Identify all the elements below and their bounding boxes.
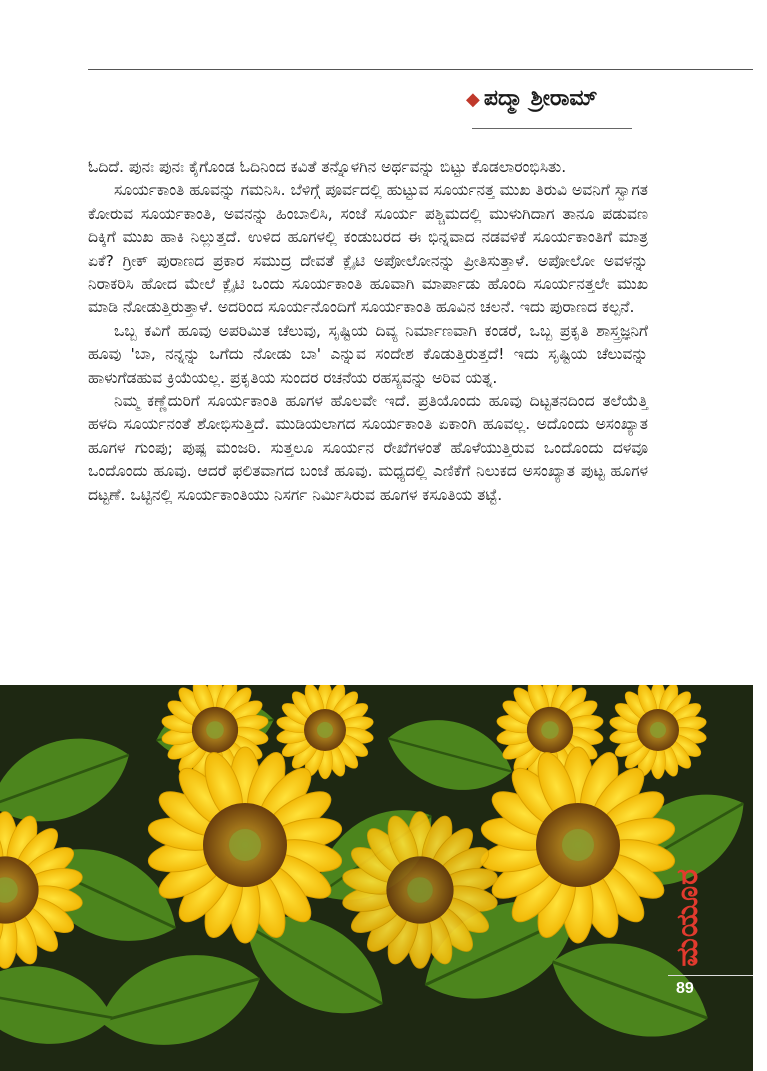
paragraph-1: ಓದಿದೆ. ಪುನಃ ಪುನಃ ಕೈಗೊಂಡ ಓದಿನಿಂದ ಕವಿತೆ ತನ್ನೊಳಗಿನ ಅರ್ಥವನ್ನು ಬಿಟ್ಟು ಕೊಡಲಾರಂಭಿಸಿತು. <box>88 158 567 176</box>
author-byline <box>466 86 636 111</box>
page-number-rule <box>668 975 753 976</box>
author-underline <box>472 128 632 129</box>
author-name: ಪದ್ಮಾ ಶ್ರೀರಾಮ್ <box>483 86 598 111</box>
sunflower-photo <box>0 685 753 1071</box>
paragraph-2: ಸೂರ್ಯಕಾಂತಿ ಹೂವನ್ನು ಗಮನಿಸಿ. ಬೆಳಿಗ್ಗೆ ಪೂರ್ವದಲ್ಲಿ ಹುಟ್ಟುವ ಸೂರ್ಯನತ್ತ ಮುಖ ತಿರುವಿ ಅವನಿಗೆ ಸ್ವಾಗತ ಕೋರುವ ಸೂರ್ಯಕಾಂತಿ, ಅವನನ್ನು ಹಿಂಬಾಲಿಸಿ, ಸಂಜೆ ಸೂರ್ಯ ಪಶ್ಚಿಮದಲ್ಲಿ ಮುಳುಗಿದಾಗ ತಾನೂ ಪಡುವಣ ದಿಕ್ಕಿಗೆ ಮುಖ ಹಾಕಿ ನಿಲ್ಲುತ್ತದೆ. ಉಳಿದ ಹೂಗಳಲ್ಲಿ ಕಂಡುಬರದ ಈ ಭಿನ್ನವಾದ ನಡವಳಿಕೆ ಸೂರ್ಯಕಾಂತಿಗೆ ಮಾತ್ರ ಏಕೆ? ಗ್ರೀಕ್ ಪುರಾಣದ ಪ್ರಕಾರ ಸಮುದ್ರ ದೇವತೆ ಕ್ಲೈಟಿ ಅಪೋಲೋನನ್ನು ಪ್ರೀತಿಸುತ್ತಾಳೆ. ಅಪೋಲೋ ಅವಳನ್ನು ನಿರಾಕರಿಸಿ ಹೋದ ಮೇಲೆ ಕ್ಲೈಟಿ ಒಂದು ಸೂರ್ಯಕಾಂತಿ ಹೂವಾಗಿ ಮಾರ್ಪಾಡು ಹೊಂದಿ ಸೂರ್ಯನತ್ತಲೇ ಮುಖ ಮಾಡಿ ನೋಡುತ್ತಿರುತ್ತಾಳೆ. ಅದರಿಂದ ಸೂರ್ಯನೊಂದಿಗೆ ಸೂರ್ಯಕಾಂತಿ ಹೂವಿನ ಚಲನೆ. ಇದು ಪುರಾಣದ ಕಲ್ಪನೆ. <box>88 181 648 317</box>
diamond-bullet-icon: ◆ <box>466 89 480 110</box>
article-body <box>88 156 648 507</box>
top-rule <box>88 69 753 70</box>
paragraph-4: ನಿಮ್ಮ ಕಣ್ಣೆದುರಿಗೆ ಸೂರ್ಯಕಾಂತಿ ಹೂಗಳ ಹೊಲವೇ ಇದೆ. ಪ್ರತಿಯೊಂದು ಹೂವು ದಿಟ್ಟತನದಿಂದ ತಲೆಯೆತ್ತಿ ಹಳದಿ ಸೂರ್ಯನಂತೆ ಶೋಭಿಸುತ್ತಿದೆ. ಮುಡಿಯಲಾಗದ ಸೂರ್ಯಕಾಂತಿ ಏಕಾಂಗಿ ಹೂವಲ್ಲ. ಅದೊಂದು ಅಸಂಖ್ಯಾತ ಹೂಗಳ ಗುಂಪು; ಪುಷ್ಪ ಮಂಜರಿ. ಸುತ್ತಲೂ ಸೂರ್ಯನ ರೇಖೆಗಳಂತೆ ಹೊಳೆಯುತ್ತಿರುವ ಒಂದೊಂದು ದಳವೂ ಒಂದೊಂದು ಹೂವು. ಆದರೆ ಫಲಿತವಾಗದ ಬಂಜೆ ಹೂವು. ಮಧ್ಯದಲ್ಲಿ ಎಣಿಕೆಗೆ ನಿಲುಕದ ಅಸಂಖ್ಯಾತ ಪುಟ್ಟ ಹೂಗಳ ದಟ್ಟಣೆ. ಒಟ್ಟಿನಲ್ಲಿ ಸೂರ್ಯಕಾಂತಿಯು ನಿಸರ್ಗ ನಿರ್ಮಿಸಿರುವ ಹೂಗಳ ಕಸೂತಿಯ ತಟ್ಟೆ. <box>88 392 648 504</box>
page-number: 89 <box>676 980 694 997</box>
paragraph-3: ಒಬ್ಬ ಕವಿಗೆ ಹೂವು ಅಪರಿಮಿತ ಚೆಲುವು, ಸೃಷ್ಟಿಯ ದಿವ್ಯ ನಿರ್ಮಾಣವಾಗಿ ಕಂಡರೆ, ಒಬ್ಬ ಪ್ರಕೃತಿ ಶಾಸ್ತ್ರಜ್ಞನಿಗೆ ಹೂವು 'ಬಾ, ನನ್ನನ್ನು ಒಗೆದು ನೋಡು ಬಾ' ಎನ್ನುವ ಸಂದೇಶ ಕೊಡುತ್ತಿರುತ್ತದೆ! ಇದು ಸೃಷ್ಟಿಯ ಚೆಲುವನ್ನು ಹಾಳುಗೆಡಹುವ ಕ್ರಿಯೆಯಲ್ಲ. ಪ್ರಕೃತಿಯ ಸುಂದರ ರಚನೆಯ ರಹಸ್ಯವನ್ನು ಅರಿವ ಯತ್ನ. <box>88 321 648 387</box>
magazine-title: ಮಯೂರ <box>670 868 705 967</box>
